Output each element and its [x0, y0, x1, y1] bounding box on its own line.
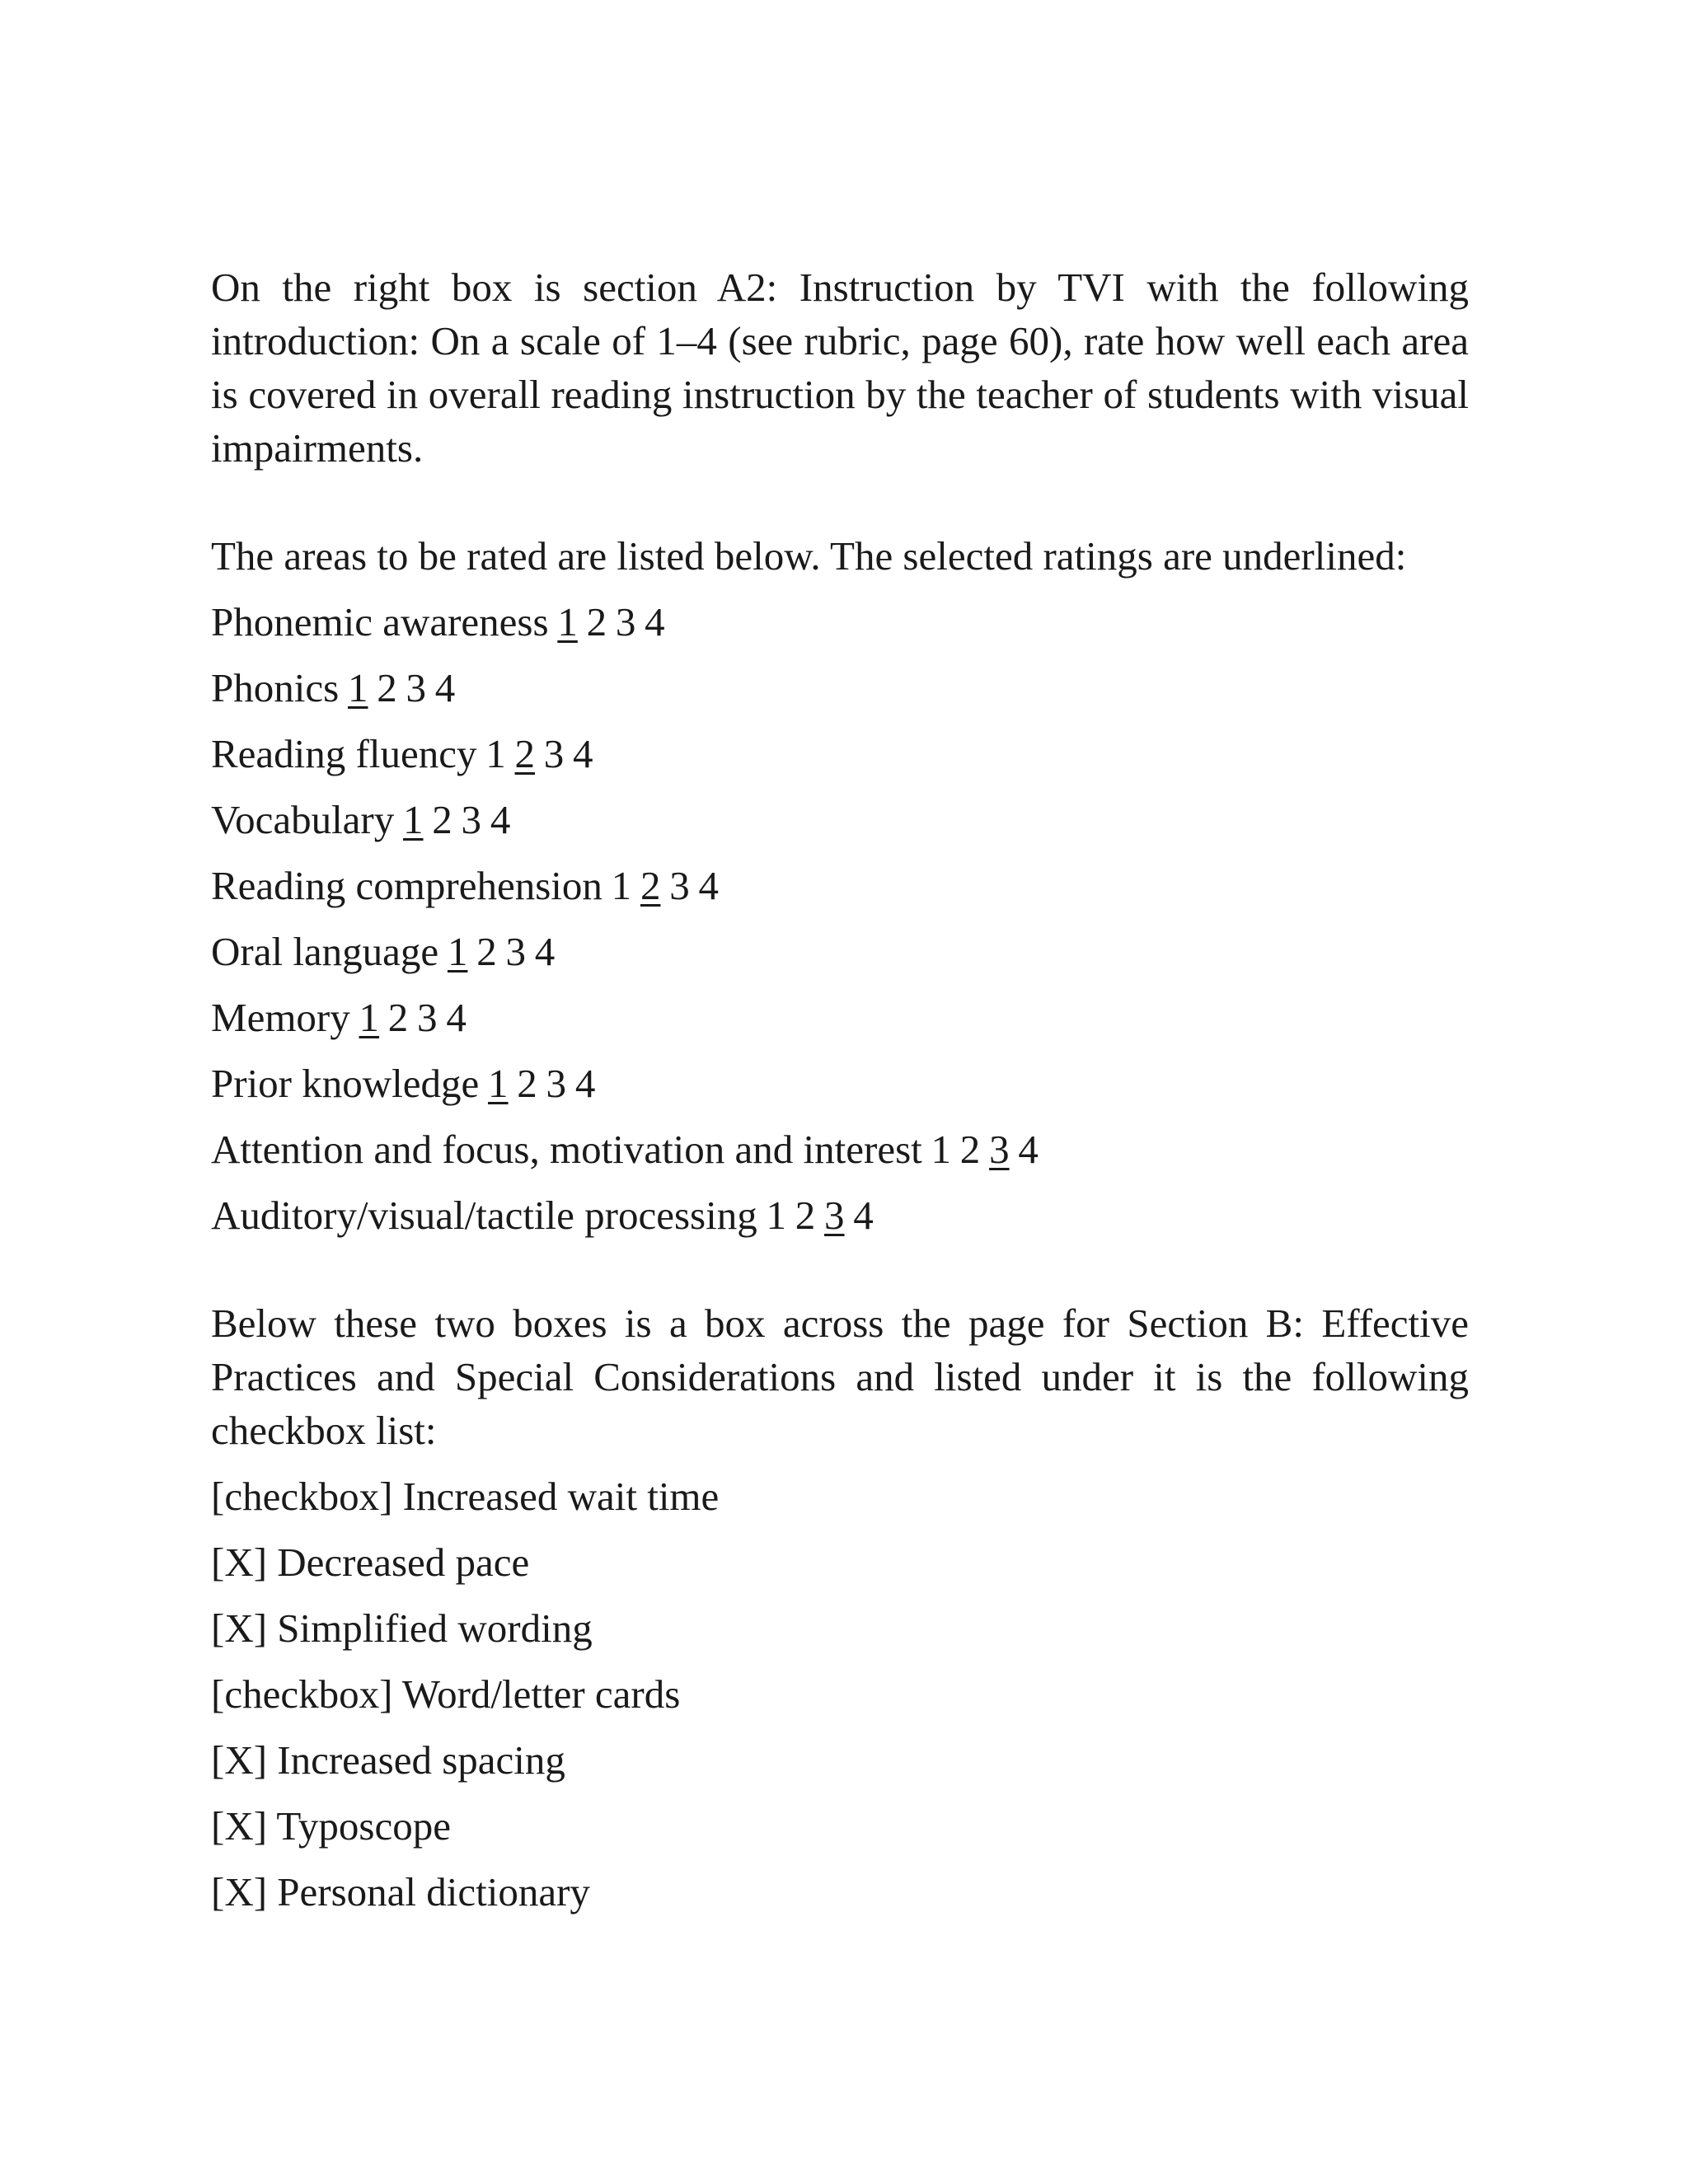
rating-value: 4 — [446, 995, 467, 1040]
checkbox-row — [211, 1464, 1469, 1530]
checked-marker: [X] — [211, 1540, 268, 1585]
rating-area-label: Phonics — [211, 665, 340, 710]
rating-value: 2 — [517, 1061, 537, 1106]
rating-value: 1 — [485, 731, 506, 776]
rating-value: 4 — [534, 929, 556, 974]
checkbox-row — [211, 1793, 1469, 1859]
rating-row — [211, 853, 1469, 919]
checkbox-label: Decreased pace — [277, 1540, 530, 1585]
rating-area-label: Attention and focus, motivation and interest — [211, 1127, 922, 1172]
rating-value-selected: 1 — [488, 1061, 509, 1106]
rating-value: 2 — [476, 929, 497, 974]
rating-value: 4 — [698, 863, 719, 908]
checkbox-label: Simplified wording — [277, 1605, 593, 1651]
rating-area-label: Vocabulary — [211, 797, 395, 842]
rating-value-selected: 2 — [640, 863, 661, 908]
rating-value: 3 — [543, 731, 565, 776]
rating-list — [211, 589, 1469, 1249]
rating-value: 1 — [931, 1127, 952, 1172]
rating-row — [211, 985, 1469, 1051]
rating-row — [211, 787, 1469, 853]
checked-marker: [X] — [211, 1605, 268, 1651]
rating-area-label: Oral language — [211, 929, 439, 974]
rating-value-selected: 1 — [447, 929, 468, 974]
rating-value: 1 — [766, 1193, 786, 1238]
checkbox-row — [211, 1859, 1469, 1925]
rating-row — [211, 589, 1469, 655]
rating-value: 2 — [959, 1127, 981, 1172]
rating-value: 4 — [574, 1061, 596, 1106]
rating-value: 3 — [615, 599, 636, 644]
checkbox-label: Increased spacing — [277, 1737, 565, 1783]
checked-marker: [X] — [211, 1869, 268, 1915]
rating-value-selected: 1 — [557, 599, 578, 644]
checkbox-row — [211, 1727, 1469, 1793]
rating-value: 2 — [377, 665, 397, 710]
rating-area-label: Phonemic awareness — [211, 599, 549, 644]
rating-area-label: Memory — [211, 995, 350, 1040]
areas-intro: The areas to be rated are listed below. The selected ratings are underlined: — [211, 533, 1407, 579]
checked-marker: [X] — [211, 1803, 268, 1849]
rating-row — [211, 1051, 1469, 1117]
rating-row — [211, 721, 1469, 787]
rating-value-selected: 1 — [359, 995, 380, 1040]
rating-area-label: Reading fluency — [211, 731, 477, 776]
rating-value-selected: 2 — [514, 731, 536, 776]
document-page — [211, 260, 1469, 1925]
rating-value: 2 — [586, 599, 607, 644]
rating-row — [211, 1117, 1469, 1183]
rating-value: 3 — [461, 797, 482, 842]
checkbox-list — [211, 1464, 1469, 1925]
rating-value: 3 — [546, 1061, 567, 1106]
checkbox-marker: [checkbox] — [211, 1474, 393, 1519]
rating-row — [211, 1183, 1469, 1249]
rating-value: 4 — [645, 599, 665, 644]
rating-value-selected: 3 — [989, 1127, 1010, 1172]
rating-value: 2 — [387, 995, 409, 1040]
rating-row — [211, 655, 1469, 721]
rating-row — [211, 919, 1469, 985]
rating-value: 2 — [432, 797, 452, 842]
checkbox-label: Word/letter cards — [401, 1671, 681, 1717]
rating-value: 4 — [434, 665, 456, 710]
checkbox-label: Personal dictionary — [277, 1869, 590, 1915]
rating-value: 4 — [853, 1193, 874, 1238]
rating-value: 4 — [490, 797, 511, 842]
checkbox-label: Increased wait time — [402, 1474, 720, 1519]
rating-value: 4 — [1018, 1127, 1039, 1172]
checkbox-row — [211, 1596, 1469, 1661]
rating-value: 4 — [573, 731, 593, 776]
rating-value-selected: 3 — [824, 1193, 845, 1238]
rating-area-label: Reading comprehension — [211, 863, 603, 908]
rating-value: 2 — [795, 1193, 816, 1238]
rating-area-label: Auditory/visual/tactile processing — [211, 1193, 757, 1238]
rating-value: 3 — [505, 929, 526, 974]
rating-value: 1 — [611, 863, 632, 908]
rating-area-label: Prior knowledge — [211, 1061, 480, 1106]
rating-value: 3 — [406, 665, 426, 710]
rating-value: 3 — [417, 995, 438, 1040]
section-b-intro: Below these two boxes is a box across the page for Section B: Effective Practices and Special Considerations and listed under it is the following checkbox list: — [211, 1301, 1469, 1453]
rating-value: 3 — [669, 863, 690, 908]
checkbox-label: Typoscope — [276, 1803, 451, 1849]
checkbox-row — [211, 1661, 1469, 1727]
rating-value-selected: 1 — [403, 797, 424, 842]
section-a2-intro: On the right box is section A2: Instruction by TVI with the following introduction: On a scale of 1–4 (see rubric, page 60), rate how well each area is covered in overall reading instruction by the teacher of students with visual impairments. — [211, 265, 1469, 471]
checked-marker: [X] — [211, 1737, 268, 1783]
checkbox-row — [211, 1530, 1469, 1596]
rating-value-selected: 1 — [347, 665, 368, 710]
checkbox-marker: [checkbox] — [211, 1671, 393, 1717]
